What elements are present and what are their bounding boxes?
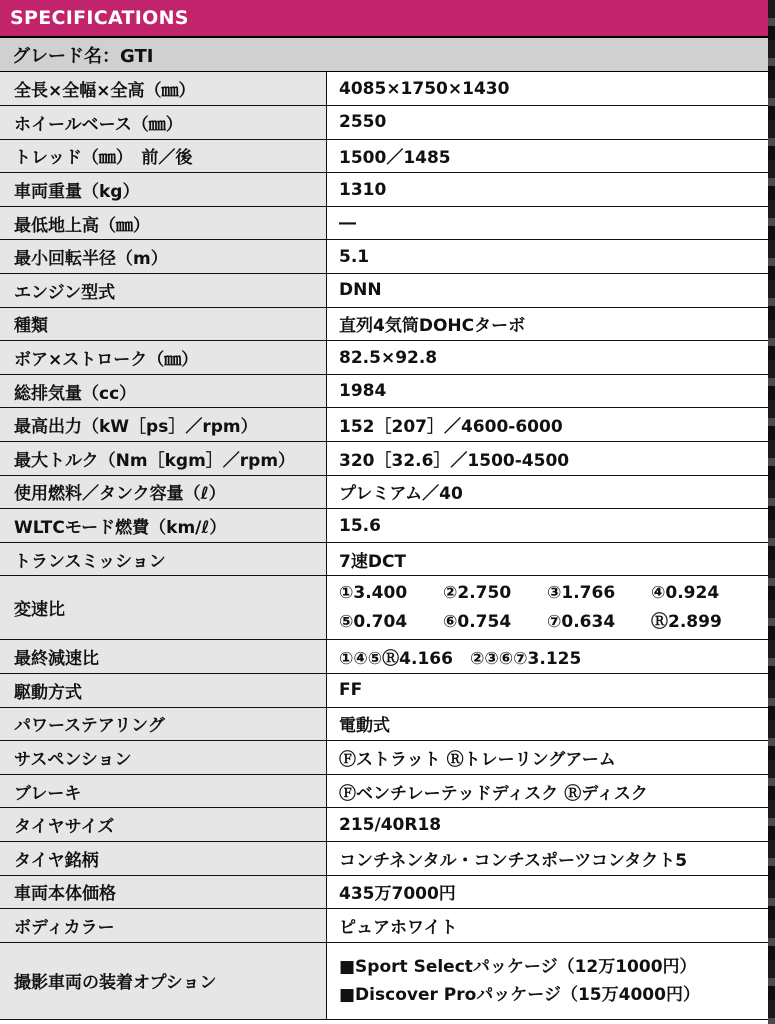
spec-label: 駆動方式 xyxy=(0,674,327,708)
option-item: ■Sport Selectパッケージ（12万1000円） xyxy=(339,956,697,977)
spec-value: ― xyxy=(327,206,769,240)
spec-label: 最高出力（kW［ps］／rpm） xyxy=(0,408,327,442)
spec-label: 変速比 xyxy=(0,576,327,640)
option-item: ■Discover Proパッケージ（15万4000円） xyxy=(339,984,700,1005)
spec-row xyxy=(0,774,768,808)
spec-row xyxy=(0,274,768,308)
spec-value: コンチネンタル・コンチスポーツコンタクト5 xyxy=(327,841,769,875)
spec-table xyxy=(0,72,768,1020)
spec-row xyxy=(0,408,768,442)
spec-label: 車両本体価格 xyxy=(0,875,327,909)
spec-row xyxy=(0,72,768,106)
spec-value: 2550 xyxy=(327,106,769,140)
spec-row xyxy=(0,307,768,341)
spec-row xyxy=(0,841,768,875)
grade-name: グレード名：GTI xyxy=(12,45,154,67)
gear-ratio: ⑤0.704 xyxy=(339,611,408,632)
spec-label: エンジン型式 xyxy=(0,274,327,308)
spec-label: トランスミッション xyxy=(0,542,327,576)
spec-value: 電動式 xyxy=(327,707,769,741)
title-bar xyxy=(0,0,768,38)
spec-row xyxy=(0,341,768,375)
spec-row xyxy=(0,442,768,476)
spec-value: プレミアム／40 xyxy=(327,475,769,509)
spec-row xyxy=(0,674,768,708)
spec-label: パワーステアリング xyxy=(0,707,327,741)
spec-row xyxy=(0,139,768,173)
spec-value: ①④⑤Ⓡ4.166 ②③⑥⑦3.125 xyxy=(327,640,769,674)
spec-label: ボディカラー xyxy=(0,909,327,943)
spec-label: トレッド（㎜） 前／後 xyxy=(0,139,327,173)
spec-label: 車両重量（kg） xyxy=(0,173,327,207)
spec-row xyxy=(0,240,768,274)
spec-label: タイヤ銘柄 xyxy=(0,841,327,875)
spec-value: 1500／1485 xyxy=(327,139,769,173)
spec-label: タイヤサイズ xyxy=(0,808,327,842)
spec-row xyxy=(0,509,768,543)
spec-label: 最大トルク（Nm［kgm］／rpm） xyxy=(0,442,327,476)
spec-value: 82.5×92.8 xyxy=(327,341,769,375)
spec-label: 撮影車両の装着オプション xyxy=(0,942,327,1019)
spec-value: 215/40R18 xyxy=(327,808,769,842)
gear-ratio-row xyxy=(0,576,768,640)
spec-value: ピュアホワイト xyxy=(327,909,769,943)
spec-label: ホイールベース（㎜） xyxy=(0,106,327,140)
gear-ratio: ⑥0.754 xyxy=(443,611,512,632)
spec-value: 7速DCT xyxy=(327,542,769,576)
spec-label: サスペンション xyxy=(0,741,327,775)
spec-label: ブレーキ xyxy=(0,774,327,808)
gear-ratio: Ⓡ2.899 xyxy=(651,611,722,632)
spec-label: 最小回転半径（m） xyxy=(0,240,327,274)
gear-ratio-values xyxy=(327,576,769,640)
spec-value: 320［32.6］／1500-4500 xyxy=(327,442,769,476)
spec-value: FF xyxy=(327,674,769,708)
spec-value: Ⓕストラット Ⓡトレーリングアーム xyxy=(327,741,769,775)
spec-row xyxy=(0,741,768,775)
gear-ratio: ①3.400 xyxy=(339,582,408,603)
spec-label: ボア×ストローク（㎜） xyxy=(0,341,327,375)
spec-row xyxy=(0,542,768,576)
options-row xyxy=(0,942,768,1019)
page-title: SPECIFICATIONS xyxy=(10,7,189,29)
spec-row xyxy=(0,206,768,240)
spec-value: 1310 xyxy=(327,173,769,207)
gear-ratio-line-1 xyxy=(339,579,768,608)
spec-label: 最低地上高（㎜） xyxy=(0,206,327,240)
spec-value: Ⓕベンチレーテッドディスク Ⓡディスク xyxy=(327,774,769,808)
spec-label: 種類 xyxy=(0,307,327,341)
gear-ratio: ④0.924 xyxy=(651,582,720,603)
gear-ratio-line-2 xyxy=(339,608,768,637)
spec-value: 1984 xyxy=(327,374,769,408)
spec-value: 435万7000円 xyxy=(327,875,769,909)
spec-row xyxy=(0,875,768,909)
spec-row xyxy=(0,106,768,140)
spec-row xyxy=(0,173,768,207)
gear-ratio: ③1.766 xyxy=(547,582,616,603)
grade-bar xyxy=(0,38,768,72)
spec-label: 使用燃料／タンク容量（ℓ） xyxy=(0,475,327,509)
spec-row xyxy=(0,374,768,408)
spec-row xyxy=(0,640,768,674)
options-values xyxy=(327,942,769,1019)
spec-row xyxy=(0,808,768,842)
spec-label: 全長×全幅×全高（㎜） xyxy=(0,72,327,106)
spec-label: WLTCモード燃費（km/ℓ） xyxy=(0,509,327,543)
spec-row xyxy=(0,707,768,741)
spec-value: 直列4気筒DOHCターボ xyxy=(327,307,769,341)
spec-row xyxy=(0,475,768,509)
spec-label: 総排気量（cc） xyxy=(0,374,327,408)
gear-ratio: ⑦0.634 xyxy=(547,611,616,632)
spec-value: 152［207］／4600-6000 xyxy=(327,408,769,442)
spec-value: 4085×1750×1430 xyxy=(327,72,769,106)
background-edge xyxy=(768,0,775,1024)
spec-value: 15.6 xyxy=(327,509,769,543)
spec-label: 最終減速比 xyxy=(0,640,327,674)
spec-value: 5.1 xyxy=(327,240,769,274)
gear-ratio: ②2.750 xyxy=(443,582,512,603)
spec-value: DNN xyxy=(327,274,769,308)
spec-row xyxy=(0,909,768,943)
